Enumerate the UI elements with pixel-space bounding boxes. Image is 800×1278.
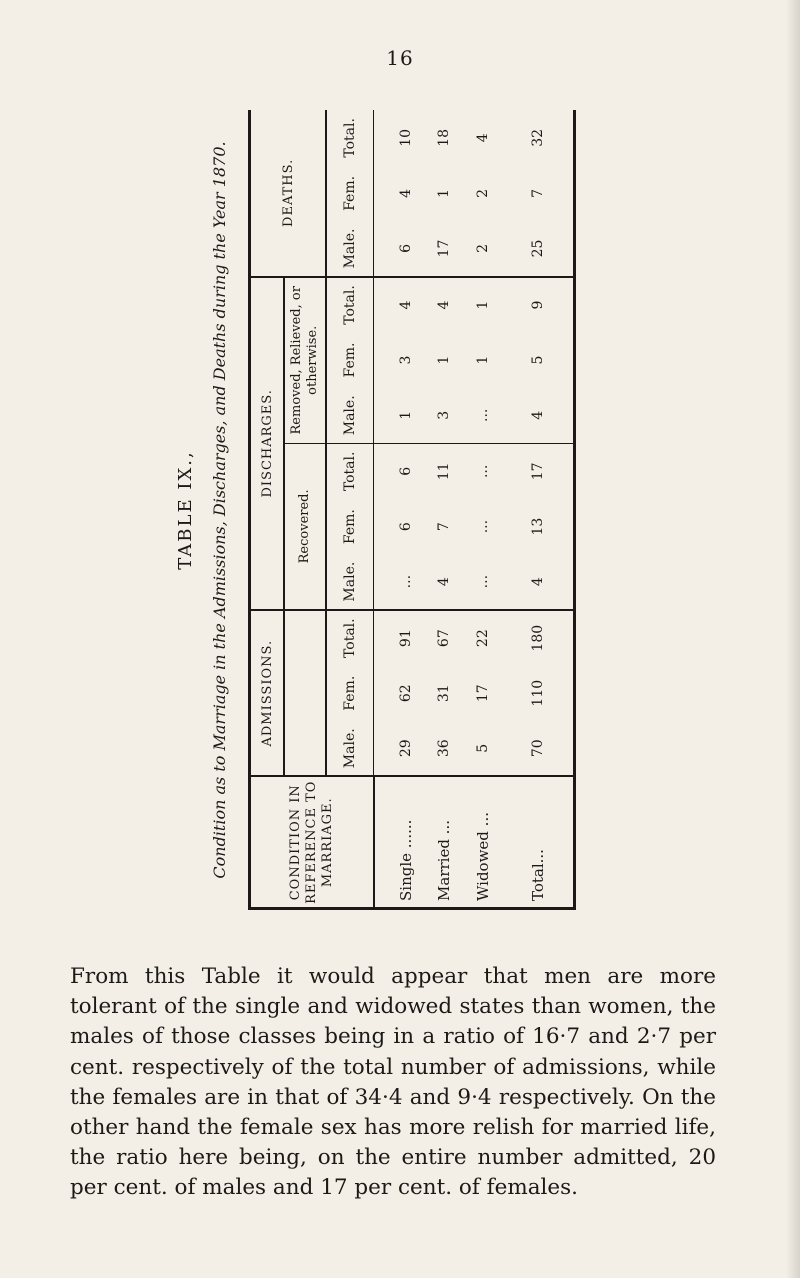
cell: 4 (475, 133, 492, 143)
cell: ... (397, 574, 414, 589)
table-total-row (502, 110, 574, 909)
cell: 5 (475, 743, 492, 753)
table-caption: Condition as to Marriage in the Admissions, Discharges, and Deaths during the Year 1870. (210, 141, 229, 879)
cell: 1 (397, 410, 414, 420)
cell: 18 (436, 128, 453, 147)
cell: 110 (529, 679, 546, 707)
cell: 17 (436, 239, 453, 258)
deaths-total-header: Total. (326, 110, 374, 166)
recovered-header: Recovered. (284, 443, 326, 610)
deaths-header: DEATHS. (250, 110, 327, 277)
page-edge-shadow (786, 0, 800, 1278)
cell: 67 (425, 610, 464, 666)
recovered-male-header: Male. (326, 554, 374, 610)
cell: 3 (397, 355, 414, 365)
admissions-male-header: Male. (326, 721, 374, 777)
deaths-male-header: Male. (326, 221, 374, 277)
cell: 29 (397, 739, 414, 758)
marriage-condition-table (248, 110, 576, 910)
table-title: TABLE IX., (175, 450, 196, 570)
cell: 11 (425, 443, 464, 499)
removed-total-header: Total. (326, 277, 374, 333)
cell: 1 (436, 355, 453, 365)
cell: 36 (436, 739, 453, 758)
table-row (464, 110, 503, 909)
cell: 6 (386, 443, 425, 499)
page-number: 16 (386, 46, 414, 70)
cell: 91 (386, 610, 425, 666)
row-label: Married ... (425, 777, 464, 909)
cell: 25 (529, 239, 546, 258)
cell: 62 (397, 684, 414, 703)
cell: 3 (436, 410, 453, 420)
cell: 2 (475, 188, 492, 198)
cell: 4 (529, 410, 546, 420)
cell: ... (475, 408, 492, 422)
cell: 7 (436, 522, 453, 532)
cell: 70 (529, 739, 546, 758)
recovered-fem-header: Fem. (326, 499, 374, 555)
cell: 17 (475, 684, 492, 703)
cell: 2 (475, 244, 492, 253)
cell: 7 (529, 188, 546, 198)
table-row (386, 110, 425, 909)
admissions-total-header: Total. (326, 610, 374, 666)
table-row (425, 110, 464, 909)
body-paragraph: From this Table it would appear that men are more tolerant of the single and widowed states than women, the males of those classes being in a ratio of 16·7 and 2·7 per cent. respectively of the total number of admissions, while the females are in that of 34·4 and 9·4 respectively. On the other hand the female sex has more relish for married life, the ratio here being, on the entire number admitted, 20 per cent. of males and 17 per cent. of females. (70, 964, 716, 1201)
deaths-fem-header: Fem. (326, 166, 374, 222)
cell: 180 (502, 610, 574, 666)
admissions-fem-header: Fem. (326, 665, 374, 721)
cell: 4 (529, 577, 546, 587)
recovered-total-header: Total. (326, 443, 374, 499)
cell: 32 (529, 128, 546, 147)
cell: 6 (397, 244, 414, 253)
cell: 9 (502, 277, 574, 333)
removed-male-header: Male. (326, 388, 374, 444)
cell: 22 (464, 610, 503, 666)
condition-header: CONDITION IN REFERENCE TO MARRIAGE. (250, 777, 374, 909)
cell: 1 (464, 277, 503, 333)
cell: 5 (529, 355, 546, 365)
cell: 1 (436, 188, 453, 198)
cell: ... (464, 443, 503, 499)
cell: 31 (436, 684, 453, 703)
cell: ... (475, 574, 492, 589)
rotated-table-block (170, 110, 580, 910)
cell: 6 (397, 522, 414, 532)
spacer-label (374, 777, 387, 909)
row-label: Single ...... (386, 777, 425, 909)
removed-fem-header: Fem. (326, 332, 374, 388)
discharges-header: DISCHARGES. (250, 277, 285, 610)
cell: 17 (502, 443, 574, 499)
removed-header: Removed, Relieved, or otherwise. (284, 277, 326, 444)
row-label: Widowed ... (464, 777, 503, 909)
cell: 4 (436, 577, 453, 587)
cell: 4 (425, 277, 464, 333)
cell: 10 (397, 128, 414, 147)
cell: 4 (386, 277, 425, 333)
admissions-subheader-blank (284, 610, 326, 777)
rotated-table-content (170, 110, 580, 910)
admissions-header: ADMISSIONS. (250, 610, 285, 777)
cell: 13 (529, 517, 546, 536)
cell: 4 (397, 188, 414, 198)
cell: ... (475, 519, 492, 534)
row-label: Total... (502, 777, 574, 909)
cell: 1 (475, 355, 492, 365)
